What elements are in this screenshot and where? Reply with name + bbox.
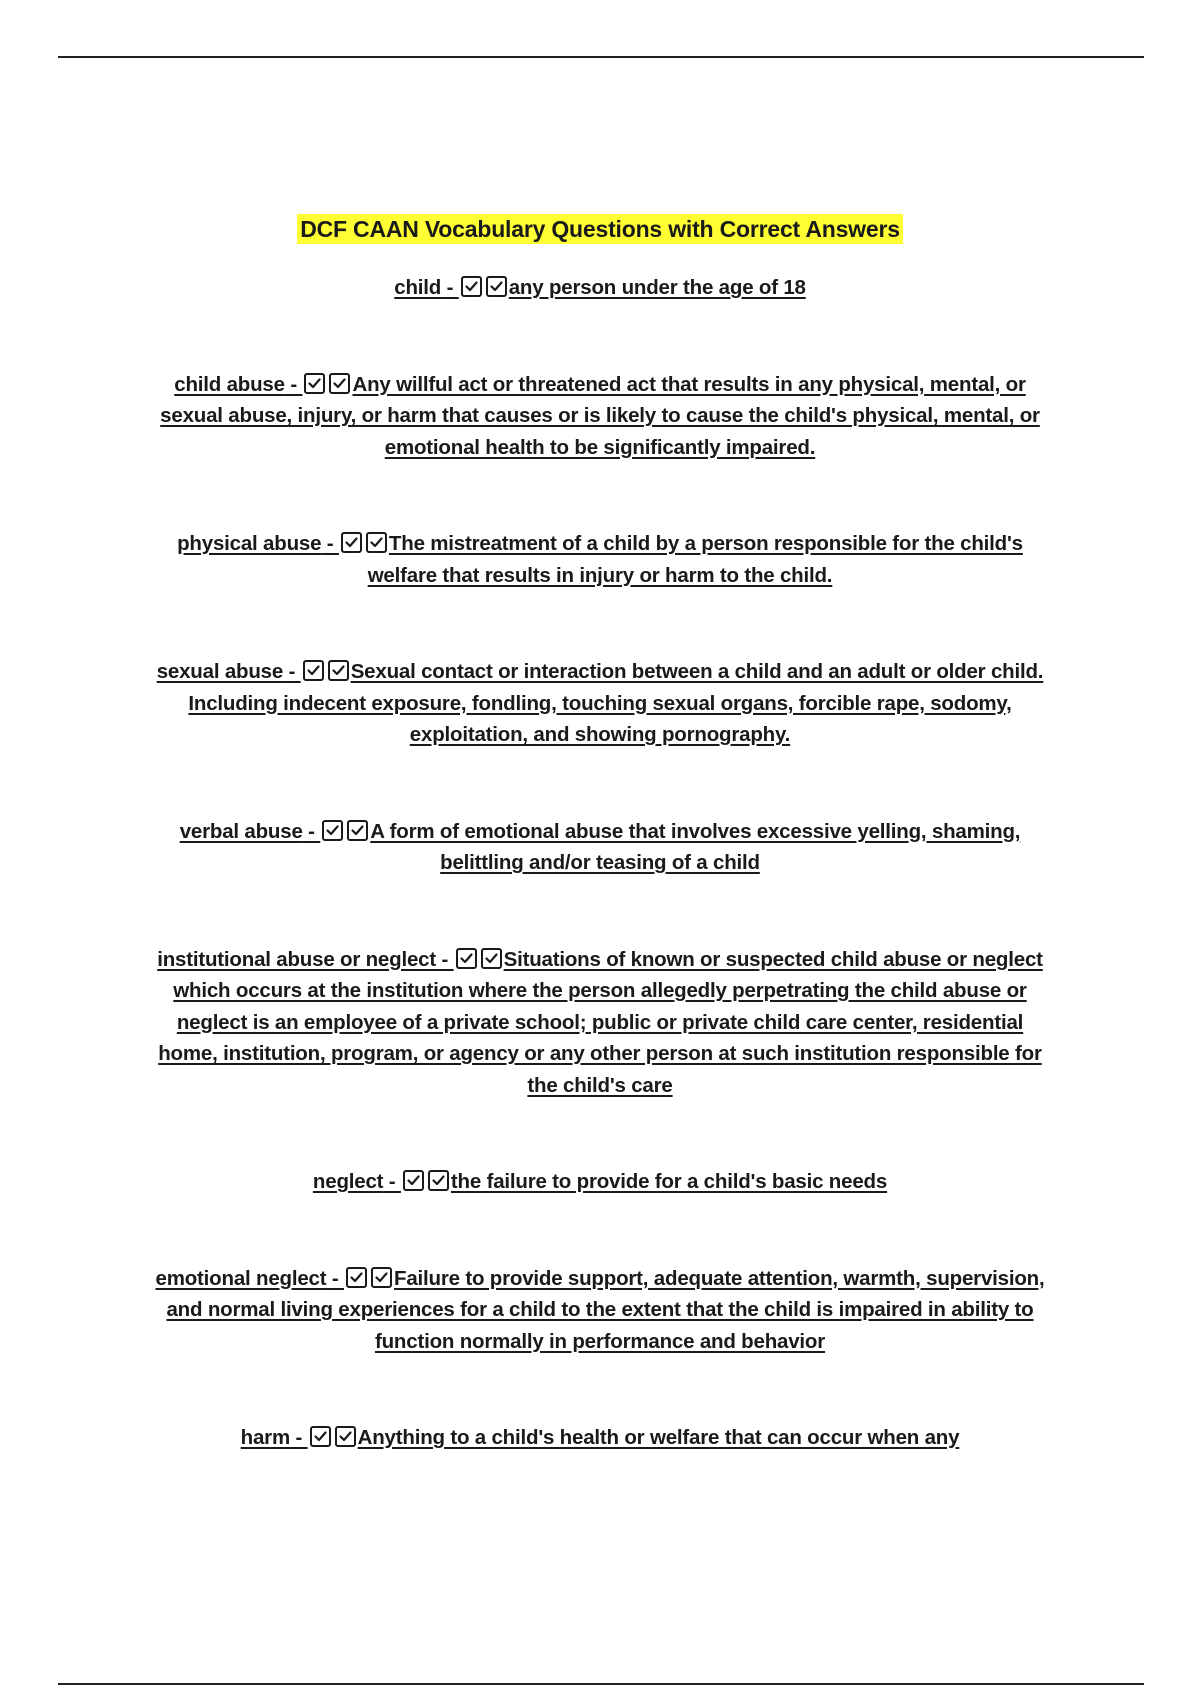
entry-gap <box>148 1357 1052 1422</box>
entry-gap <box>148 879 1052 944</box>
vocabulary-entry <box>148 528 1052 591</box>
entry-definition: A form of emotional abuse that involves excessive yelling, shaming, belittling and/or teasing of a child <box>370 819 1021 874</box>
entry-definition: the failure to provide for a child's basic needs <box>450 1170 888 1193</box>
entry-separator: - <box>284 372 303 396</box>
vocabulary-entry <box>148 816 1052 879</box>
top-rule <box>58 56 1144 58</box>
entry-separator: - <box>435 947 454 971</box>
entry-separator: - <box>383 1170 401 1193</box>
entry-term: institutional abuse or neglect <box>157 947 436 971</box>
entry-term: neglect <box>312 1170 384 1193</box>
entry-term: verbal abuse <box>179 819 303 843</box>
entry-term: child <box>394 276 442 299</box>
checkbox-checked-icon <box>456 948 477 969</box>
entry-gap <box>148 751 1052 816</box>
entry-gap <box>148 1198 1052 1263</box>
checkbox-checked-icon <box>310 1426 331 1447</box>
vocabulary-entry <box>148 1166 1052 1198</box>
entry-term: child abuse <box>174 372 285 396</box>
checkbox-checked-icon <box>304 373 325 394</box>
entry-definition: Anything to a child's health or welfare that can occur when any <box>357 1426 960 1449</box>
vocabulary-entry <box>148 369 1052 464</box>
entry-gap <box>148 1101 1052 1166</box>
checkbox-checked-icon <box>341 532 362 553</box>
document-title: DCF CAAN Vocabulary Questions with Correct Answers <box>297 214 903 244</box>
entry-separator: - <box>290 1426 308 1449</box>
entry-definition: Any willful act or threatened act that results in any physical, mental, or sexual abuse, injury, or harm that causes or is likely to cause the child's physical, mental, or emotional health to be significantly impaired. <box>160 372 1040 459</box>
checkbox-checked-icon <box>335 1426 356 1447</box>
entry-term: sexual abuse <box>156 660 284 683</box>
checkbox-checked-icon <box>366 532 387 553</box>
title-block <box>148 212 1052 250</box>
vocabulary-entry <box>148 944 1052 1102</box>
entry-definition: Sexual contact or interaction between a child and an adult or older child. Including indecent exposure, fondling, touching sexual organs, forcible rape, sodomy, exploitation, and showing pornography. <box>188 660 1044 746</box>
entry-term: physical abuse <box>177 532 322 555</box>
entry-definition: The mistreatment of a child by a person responsible for the child's welfare that results in injury or harm to the child. <box>367 532 1023 587</box>
entry-separator: - <box>302 819 321 843</box>
vocabulary-entry <box>148 656 1052 751</box>
checkbox-checked-icon <box>371 1267 392 1288</box>
entry-term: harm <box>240 1426 290 1449</box>
vocabulary-entry <box>148 272 1052 304</box>
bottom-rule <box>58 1683 1144 1685</box>
entry-gap <box>148 591 1052 656</box>
entry-separator: - <box>441 276 459 299</box>
checkbox-checked-icon <box>347 820 368 841</box>
entry-separator: - <box>283 660 301 683</box>
checkbox-checked-icon <box>486 276 507 297</box>
vocabulary-entry <box>148 1263 1052 1358</box>
entry-separator: - <box>321 532 339 555</box>
checkbox-checked-icon <box>329 373 350 394</box>
checkbox-checked-icon <box>346 1267 367 1288</box>
entry-gap <box>148 304 1052 369</box>
vocabulary-list <box>148 272 1052 1454</box>
entry-term: emotional neglect <box>155 1266 327 1290</box>
checkbox-checked-icon <box>428 1170 449 1191</box>
entry-definition: Failure to provide support, adequate attention, warmth, supervision, and normal living experiences for a child to the extent that the child is impaired in ability to function normally in performance and behavior <box>166 1266 1045 1353</box>
checkbox-checked-icon <box>403 1170 424 1191</box>
document-body <box>148 212 1052 1454</box>
vocabulary-entry <box>148 1422 1052 1454</box>
checkbox-checked-icon <box>328 660 349 681</box>
entry-gap <box>148 463 1052 528</box>
entry-definition: Situations of known or suspected child abuse or neglect which occurs at the institution where the person allegedly perpetrating the child abuse or neglect is an employee of a private school; public or private child care center, residential home, institution, program, or agency or any other person at such institution responsible for the child's care <box>158 947 1043 1097</box>
entry-definition: any person under the age of 18 <box>508 276 806 299</box>
checkbox-checked-icon <box>461 276 482 297</box>
entry-separator: - <box>326 1266 345 1290</box>
checkbox-checked-icon <box>303 660 324 681</box>
checkbox-checked-icon <box>481 948 502 969</box>
checkbox-checked-icon <box>322 820 343 841</box>
